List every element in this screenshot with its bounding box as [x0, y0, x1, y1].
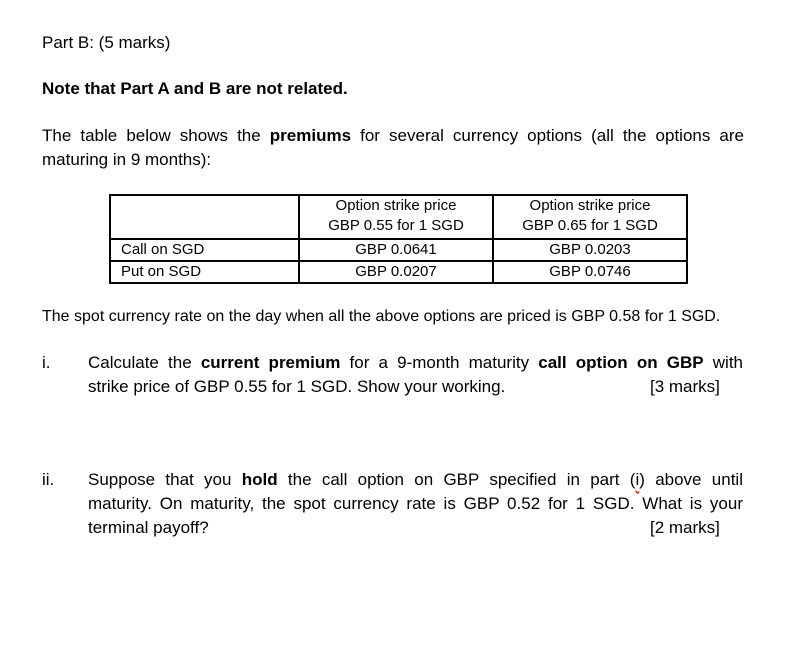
table-header-empty [110, 195, 299, 239]
question-number: ii. [42, 470, 55, 489]
question-1-line-2: strike price of GBP 0.55 for 1 SGD. Show your working. [88, 377, 506, 396]
part-heading: Part B: (5 marks) [42, 33, 171, 52]
spot-rate-text: The spot currency rate on the day when all the above options are priced is GBP 0.58 for 1 SGD. [42, 308, 721, 325]
intro-bold-premiums: premiums [269, 126, 352, 145]
q-text: the call option on GBP specified in part ( [277, 470, 636, 489]
question-1-line-1 [88, 351, 743, 374]
table-cell: GBP 0.0746 [493, 261, 687, 283]
table-header-cell [493, 195, 687, 239]
question-2-line-2: maturity. On maturity, the spot currency rate is GBP 0.52 for 1 SGD. What is your [88, 494, 743, 513]
q-text: Calculate the [88, 353, 201, 372]
header-line: GBP 0.65 for 1 SGD [522, 217, 658, 234]
intro-text: The table below shows the [42, 126, 270, 145]
q-text: ) above until [639, 470, 743, 489]
row-label: Put on SGD [110, 261, 299, 283]
q-text: for a 9-month maturity [340, 353, 539, 372]
q-bold: call option on GBP [538, 353, 704, 372]
question-2-marks: [2 marks] [650, 518, 720, 537]
question-2-line-1 [88, 468, 743, 491]
table-header-row [110, 195, 687, 239]
spellcheck-underline: i [635, 470, 640, 489]
intro-text: for several currency options (all the options are [351, 126, 745, 145]
table-row [110, 239, 687, 261]
note-text: Note that Part A and B are not related. [42, 79, 348, 98]
intro-line-1 [42, 124, 744, 147]
header-line: Option strike price [335, 197, 457, 214]
table-row [110, 261, 687, 283]
question-2-line-3: terminal payoff? [88, 518, 209, 537]
q-bold: hold [241, 470, 278, 489]
table-cell: GBP 0.0203 [493, 239, 687, 261]
header-line: GBP 0.55 for 1 SGD [328, 217, 464, 234]
premium-table [109, 194, 688, 284]
q-text: with [703, 353, 743, 372]
header-line: Option strike price [529, 197, 651, 214]
question-1-marks: [3 marks] [650, 377, 720, 396]
table-header-cell [299, 195, 493, 239]
row-label: Call on SGD [110, 239, 299, 261]
intro-line-2: maturing in 9 months): [42, 150, 212, 169]
question-number: i. [42, 353, 51, 372]
table-cell: GBP 0.0207 [299, 261, 493, 283]
q-bold: current premium [200, 353, 341, 372]
q-text: Suppose that you [88, 470, 242, 489]
table-cell: GBP 0.0641 [299, 239, 493, 261]
